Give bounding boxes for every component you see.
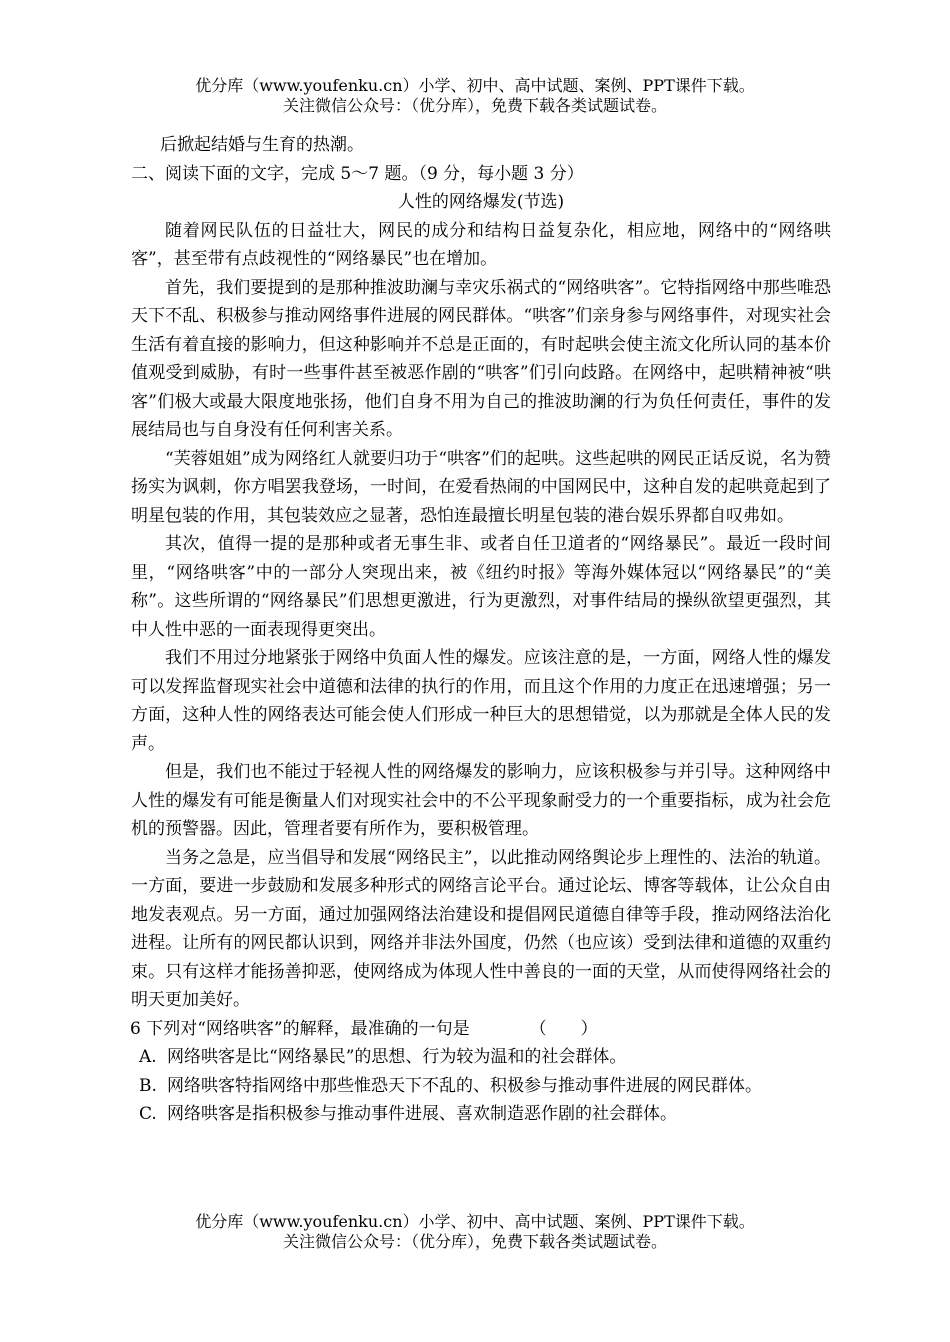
option-a-text: 网络哄客是比“网络暴民”的思想、行为较为温和的社会群体。	[167, 1047, 627, 1067]
paragraph-5: 我们不用过分地紧张于网络中负面人性的爆发。应该注意的是，一方面，网络人性的爆发可以发挥监督现实社会中道德和法律的执行的作用，而且这个作用的力度正在迅速增强；另一方面，这种人性的网络表达可能会使人们形成一种巨大的思想错觉，以为那就是全体人民的发声。	[131, 648, 831, 754]
answer-blank: （ ）	[529, 1018, 598, 1039]
article-title: 人性的网络爆发(节选)	[397, 192, 565, 212]
option-a-letter: A.	[139, 1047, 157, 1067]
option-b-letter: B.	[139, 1075, 157, 1096]
question-stem	[130, 1015, 831, 1044]
paragraph-7: 当务之急是，应当倡导和发展“网络民主”，以此推动网络舆论步上理性的、法治的轨道。一方面，要进一步鼓励和发展多种形式的网络言论平台。通过论坛、博客等载体，让公众自由地发表观点。另一方面，通过加强网络法治建设和提倡网民道德自律等手段，推动网络法治化进程。让所有的网民都认识到，网络并非法外国度，仍然（也应该）受到法律和道德的双重约束。只有这样才能扬善抑恶，使网络成为体现人性中善良的一面的天堂，从而使得网络社会的明天更加美好。	[131, 847, 831, 1010]
document-body	[131, 131, 831, 1129]
paragraph-2: 首先，我们要提到的是那种推波助澜与幸灾乐祸式的“网络哄客”。它特指网络中那些唯恐天下不乱、积极参与推动网络事件进展的网民群体。“哄客”们亲身参与网络事件，对现实社会生活有着直接的影响力，但这种影响并不总是正面的，有时起哄会使主流文化所认同的基本价值观受到威胁，有时一些事件甚至被恶作剧的“哄客”们引向歧路。在网络中，起哄精神被“哄客”们极大或最大限度地张扬，他们自身不用为自己的推波助澜的行为负任何责任，事件的发展结局也与自身没有任何利害关系。	[131, 277, 831, 440]
paragraph-4: 其次，值得一提的是那种或者无事生非、或者自任卫道者的“网络暴民”。最近一段时间里，“网络哄客”中的一部分人突现出来，被《纽约时报》等海外媒体冠以“网络暴民”的“美称”。这些所谓的“网络暴民”们思想更激进，行为更激烈，对事件结局的操纵欲望更强烈，其中人性中恶的一面表现得更突出。	[131, 534, 831, 640]
option-b	[131, 1072, 831, 1101]
option-a	[131, 1043, 831, 1072]
header-line-1: 优分库（www.youfenku.cn）小学、初中、高中试题、案例、PPT课件下载。	[195, 76, 755, 95]
option-c-letter: C.	[139, 1104, 157, 1124]
paragraph-6: 但是，我们也不能过于轻视人性的网络爆发的影响力，应该积极参与并引导。这种网络中人性的爆发有可能是衡量人们对现实社会中的不公平现象耐受力的一个重要指标，成为社会危机的预警器。因此，管理者要有所作为，要积极管理。	[131, 762, 831, 839]
option-c-text: 网络哄客是指积极参与推动事件进展、喜欢制造恶作剧的社会群体。	[167, 1104, 677, 1124]
question-text: 6 下列对“网络哄客”的解释，最准确的一句是	[130, 1018, 470, 1039]
footer-line-1: 优分库（www.youfenku.cn）小学、初中、高中试题、案例、PPT课件下载。	[195, 1212, 755, 1231]
page-footer	[0, 1212, 950, 1252]
continuation-line: 后掀起结婚与生育的热潮。	[160, 135, 364, 155]
footer-line-2: 关注微信公众号：（优分库），免费下载各类试题试卷。	[282, 1232, 667, 1251]
header-line-2: 关注微信公众号：（优分库），免费下载各类试题试卷。	[282, 96, 667, 115]
option-c	[131, 1100, 831, 1129]
paragraph-1: 随着网民队伍的日益壮大，网民的成分和结构日益复杂化，相应地，网络中的“网络哄客”，甚至带有点歧视性的“网络暴民”也在增加。	[131, 220, 831, 269]
page-header	[0, 76, 950, 116]
option-b-text: 网络哄客特指网络中那些惟恐天下不乱的、积极参与推动事件进展的网民群体。	[167, 1075, 762, 1096]
paragraph-3: “芙蓉姐姐”成为网络红人就要归功于“哄客”们的起哄。这些起哄的网民正话反说，名为赞扬实为讽刺，你方唱罢我登场，一时间，在爱看热闹的中国网民中，这种自发的起哄竟起到了明星包装的作用，其包装效应之显著，恐怕连最擅长明星包装的港台娱乐界都自叹弗如。	[131, 448, 831, 526]
section-heading: 二、阅读下面的文字，完成 5～7 题。（9 分，每小题 3 分）	[131, 163, 584, 184]
